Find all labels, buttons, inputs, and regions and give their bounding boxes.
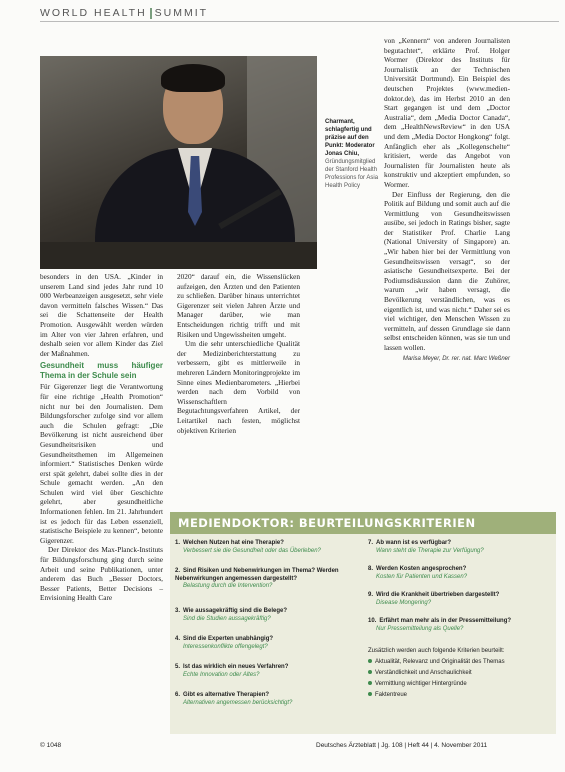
extra-criterion: Verständlichkeit und Anschaulichkeit	[368, 670, 550, 678]
criterion-item: 9. Wird die Krankheit übertrieben dargestellt? Disease Mongering?	[368, 592, 500, 606]
extra-criterion: Aktualität, Relevanz und Originalität des Themas	[368, 659, 550, 667]
article-column-2	[177, 272, 300, 435]
extra-criteria-intro: Zusätzlich werden auch folgende Kriterien beurteilt:	[368, 648, 505, 654]
criterion-item: 5. Ist das wirklich ein neues Verfahren? Echte Innovation oder Altes?	[175, 664, 289, 678]
extra-criterion: Faktentreue	[368, 692, 550, 700]
box-title: MEDIENDOKTOR: BEURTEILUNGSKRITERIEN	[170, 512, 556, 534]
criterion-item: 3. Wie aussagekräftig sind die Belege? Sind die Studien aussagekräftig?	[175, 608, 287, 622]
header-right: SUMMIT	[154, 7, 209, 19]
bullet-icon	[368, 692, 372, 696]
subheading: Gesundheit muss häufiger Thema in der Schule sein	[40, 361, 163, 380]
article-column-3	[384, 36, 510, 364]
page-number: © 1048	[40, 742, 62, 749]
caption-rest: Gründungsmitglied der Stanford Health Professions for Asia Health Policy	[325, 159, 379, 189]
author-byline: Marisa Meyer, Dr. rer. nat. Marc Weßner	[402, 355, 510, 362]
header-rule	[40, 21, 559, 22]
paragraph: von „Kennern“ von anderen Journalisten begutachtet“, erklärte Prof. Holger Wormer (Direktor des Instituts für Journalistik an der Technischen Universität Dortmund). Ein Beispiel des deutschen Projektes (www.medien-doktor.de), das im Herbst 2010 an den Start gegangen ist und dem „Doctor Australia“, dem „Media Doctor Canada“, dem „HealthNewsReview“ in den USA und dem „Media Doctor Hongkong“ folgt. Anfänglich eher als „Kollegenschelte“ kritisiert, werde das Angebot von Journalisten für Journalisten heute als konstruktiv und akzeptiert empfunden, so Wormer.	[384, 36, 510, 189]
journal-footer: Deutsches Ärzteblatt | Jg. 108 | Heft 44 | 4. November 2011	[316, 742, 488, 749]
extra-criterion: Vermittlung wichtiger Hintergründe	[368, 681, 550, 689]
caption-bold: Charmant, schlagfertig und präzise auf den Punkt: Moderator Jonas Chiu,	[325, 119, 375, 157]
photo-caption	[325, 118, 381, 190]
bullet-icon	[368, 659, 372, 663]
paragraph: Für Gigerenzer liegt die Verantwortung für eine richtige „Health Promotion“ nicht nur bei den Journalisten. Dem Bildungsforscher zufolge sind vor allem auch die Schulen gefragt: „Die Bevölkerung ist nicht ausreichend über Gesundheitsrisiken und Gesundheitsthemen im Allgemeinen informiert.“ Statistisches Denken würde erst spät gelehrt, dabei sollte dies in der Schule gemacht werden. „An den Schulen wird viel über Geschichte gelehrt, aber gesundheitliche Informationen fehlen. Im 21. Jahrhundert ist es jedoch für das Leben essenziell, statistische Beispiele zu kennen“, betonte Gigerenzer.	[40, 382, 163, 545]
criterion-item: 4. Sind die Experten unabhängig? Interessenkonflikte offengelegt?	[175, 636, 274, 650]
paragraph: Um die sehr unterschiedliche Qualität der Medizinberichterstattung zu verbessern, gibt es mittlerweile in mehreren Ländern Monitoringprojekte im Sinne eines Medienbarometers. „Hierbei werden nach dem Vorbild von Wissenschaftlern Begutachtungsverfahren Artikel, der Leitartikel nach festen, möglichst objektiven Kriterien	[177, 339, 300, 435]
running-header	[40, 7, 208, 19]
paragraph: 2020“ darauf ein, die Wissenslücken aufzeigen, den Ärzten und den Patienten zu schließen. Darüber hinaus unterrichtet Gigerenzer seit vielen Jahren Ärzte und Manager darüber, wie man Entscheidungen richtig trifft und mit Risiken und Ungewissheiten umgeht.	[177, 272, 300, 339]
paragraph: besonders in den USA. „Kinder in unserem Land sind jedes Jahr rund 10 000 Werbeanzeigen ausgesetzt, sehr viele davon vermitteln falsches Wissen.“ Das sei die Schattenseite der Health Promotion. Ausgewählt werden würden im Alter von vier Jahren erfahren, und deshalb seien vor allem Kinder das Ziel der Maßnahmen.	[40, 272, 163, 358]
header-left: WORLD HEALTH	[40, 7, 147, 19]
criterion-item: 8. Werden Kosten angesprochen? Kosten für Patienten und Kassen?	[368, 566, 468, 580]
criterion-item: 6. Gibt es alternative Therapien? Alternativen angemessen berücksichtigt?	[175, 692, 293, 706]
criterion-item: 1. Welchen Nutzen hat eine Therapie? Verbessert sie die Gesundheit oder das Überleben?	[175, 540, 321, 554]
header-separator	[150, 8, 152, 19]
criterion-item: 2. Sind Risiken und Nebenwirkungen im Thema? Werden Nebenwirkungen angemessen dargestellt? Belastung durch die Intervention?	[175, 568, 339, 589]
speaker-photo	[40, 56, 317, 269]
criterion-item: 7. Ab wann ist es verfügbar? Wann steht die Therapie zur Verfügung?	[368, 540, 484, 554]
bullet-icon	[368, 681, 372, 685]
criterion-item: 10. Erfährt man mehr als in der Pressemitteilung? Nur Pressemitteilung als Quelle?	[368, 618, 512, 632]
bullet-icon	[368, 670, 372, 674]
paragraph: Der Direktor des Max-Planck-Instituts für Bildungsforschung ging durch seine Arbeit und seine Publikationen, unter anderem das Buch „Besser Doctors, Besser Patients, Better Decisions – Envisioning Health Care	[40, 545, 163, 603]
article-column-1	[40, 272, 163, 603]
criteria-box	[170, 512, 556, 734]
paragraph: Der Einfluss der Regierung, den die Politik auf Bildung und somit auch auf die Vermittlung von Gesundheitswissen ausübe, sei jedoch in Ratings bisher, sagte der Statistiker Prof. Charlie Lang (National University of Singapore) an. „Wir haben hier bei der Vermittlung von Gesundheitswissen versagt“, so der asiatische Gesundheitsexperte. Bei der Podiumsdiskussion dann die Zuhörer, warum „wir haben versagt, die Bevölkerung verständlichen, was es eigentlich ist, und was nicht.“ Daher sei es viel wichtiger, den Menschen Wissen zu vermitteln, auf dessen Grundlage sie dann selbst entscheiden können, was sie tun und lassen wollen.	[384, 189, 510, 352]
